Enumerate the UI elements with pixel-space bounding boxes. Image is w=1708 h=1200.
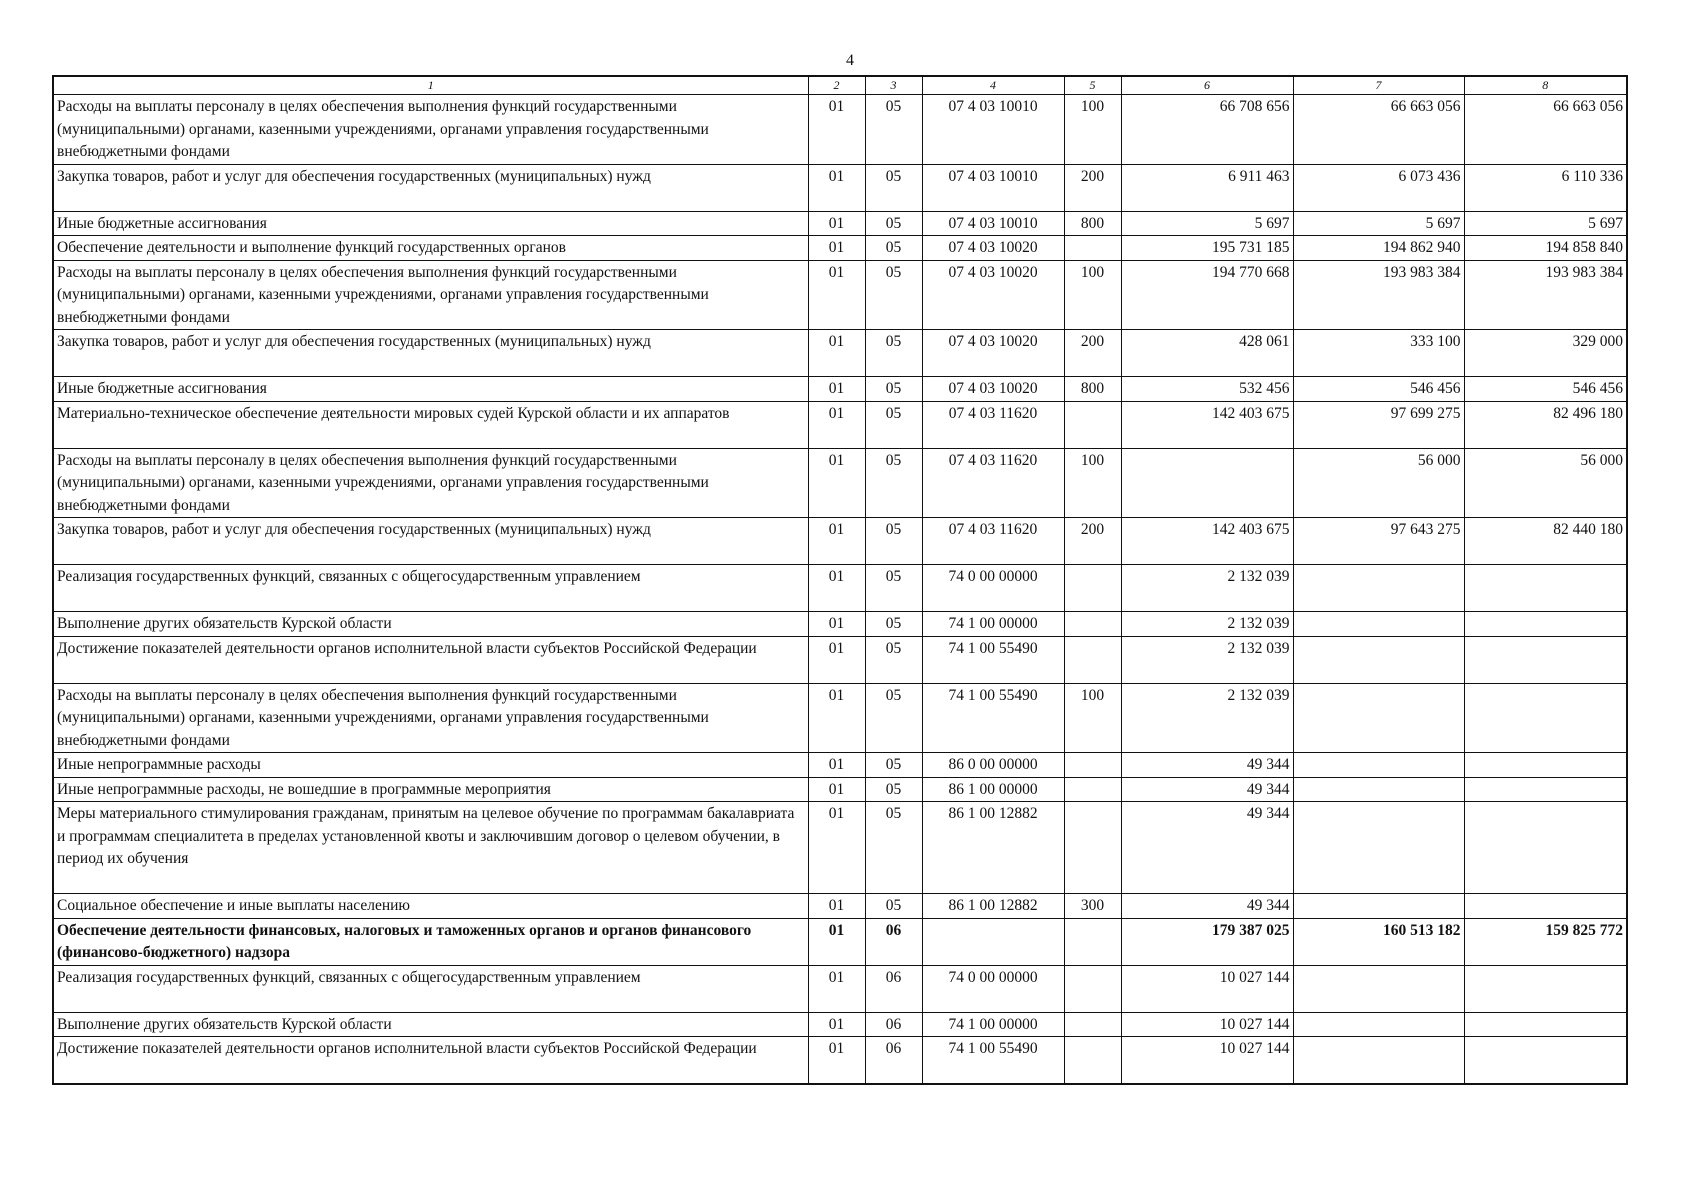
- amount-col6-cell: 2 132 039: [1121, 565, 1293, 612]
- subsection-code-cell: 05: [865, 377, 922, 402]
- section-code-cell: 01: [808, 753, 865, 778]
- section-code-cell: 01: [808, 777, 865, 802]
- amount-col7-cell: [1293, 1012, 1464, 1037]
- expense-type-cell: 800: [1064, 377, 1121, 402]
- amount-col8-cell: [1464, 683, 1627, 753]
- item-name-cell: Закупка товаров, работ и услуг для обеспечения государственных (муниципальных) нужд: [53, 518, 808, 565]
- section-code-cell: 01: [808, 894, 865, 919]
- table-body: [53, 95, 1627, 1085]
- item-name-cell: Расходы на выплаты персоналу в целях обеспечения выполнения функций государственными (муниципальными) органами, казенными учреждениями, органами управления государственными внебюджетными фондами: [53, 448, 808, 518]
- table-row: [53, 518, 1627, 565]
- subsection-code-cell: 06: [865, 965, 922, 1012]
- section-code-cell: 01: [808, 802, 865, 894]
- amount-col8-cell: 193 983 384: [1464, 260, 1627, 330]
- amount-col7-cell: 193 983 384: [1293, 260, 1464, 330]
- amount-col8-cell: [1464, 894, 1627, 919]
- subsection-code-cell: 05: [865, 802, 922, 894]
- amount-col6-cell: 428 061: [1121, 330, 1293, 377]
- expense-type-cell: 100: [1064, 448, 1121, 518]
- column-number: 7: [1293, 76, 1464, 95]
- amount-col7-cell: 546 456: [1293, 377, 1464, 402]
- expense-type-cell: [1064, 636, 1121, 683]
- item-name-cell: Иные бюджетные ассигнования: [53, 377, 808, 402]
- section-code-cell: 01: [808, 401, 865, 448]
- subsection-code-cell: 05: [865, 565, 922, 612]
- item-name-cell: Закупка товаров, работ и услуг для обеспечения государственных (муниципальных) нужд: [53, 164, 808, 211]
- target-article-cell: 07 4 03 10010: [922, 211, 1064, 236]
- table-row: [53, 236, 1627, 261]
- table-row: [53, 565, 1627, 612]
- subsection-code-cell: 05: [865, 164, 922, 211]
- expense-type-cell: [1064, 1037, 1121, 1085]
- item-name-cell: Достижение показателей деятельности органов исполнительной власти субъектов Российской Федерации: [53, 636, 808, 683]
- amount-col8-cell: [1464, 1037, 1627, 1085]
- amount-col7-cell: [1293, 683, 1464, 753]
- table-row: [53, 965, 1627, 1012]
- item-name-cell: Достижение показателей деятельности органов исполнительной власти субъектов Российской Федерации: [53, 1037, 808, 1085]
- amount-col6-cell: 179 387 025: [1121, 918, 1293, 965]
- item-name-cell: Выполнение других обязательств Курской области: [53, 1012, 808, 1037]
- target-article-cell: 74 0 00 00000: [922, 965, 1064, 1012]
- target-article-cell: 74 1 00 00000: [922, 1012, 1064, 1037]
- expense-type-cell: [1064, 965, 1121, 1012]
- amount-col8-cell: [1464, 777, 1627, 802]
- amount-col8-cell: [1464, 1012, 1627, 1037]
- target-article-cell: 74 0 00 00000: [922, 565, 1064, 612]
- section-code-cell: 01: [808, 236, 865, 261]
- amount-col7-cell: 6 073 436: [1293, 164, 1464, 211]
- amount-col7-cell: 97 699 275: [1293, 401, 1464, 448]
- table-row: [53, 95, 1627, 165]
- expense-type-cell: 100: [1064, 260, 1121, 330]
- table-row: [53, 377, 1627, 402]
- section-code-cell: 01: [808, 965, 865, 1012]
- expense-type-cell: [1064, 802, 1121, 894]
- item-name-cell: Закупка товаров, работ и услуг для обеспечения государственных (муниципальных) нужд: [53, 330, 808, 377]
- target-article-cell: 74 1 00 55490: [922, 636, 1064, 683]
- item-name-cell: Социальное обеспечение и иные выплаты населению: [53, 894, 808, 919]
- table-row: [53, 211, 1627, 236]
- subsection-code-cell: 06: [865, 1037, 922, 1085]
- amount-col8-cell: [1464, 565, 1627, 612]
- expense-type-cell: [1064, 777, 1121, 802]
- table-row: [53, 330, 1627, 377]
- budget-table: [52, 75, 1628, 1085]
- table-row: [53, 753, 1627, 778]
- column-number: 8: [1464, 76, 1627, 95]
- section-code-cell: 01: [808, 518, 865, 565]
- target-article-cell: 07 4 03 10020: [922, 260, 1064, 330]
- section-code-cell: 01: [808, 260, 865, 330]
- amount-col7-cell: [1293, 965, 1464, 1012]
- table-row: [53, 802, 1627, 894]
- amount-col7-cell: 5 697: [1293, 211, 1464, 236]
- target-article-cell: 86 1 00 00000: [922, 777, 1064, 802]
- subsection-code-cell: 06: [865, 918, 922, 965]
- target-article-cell: 07 4 03 10010: [922, 95, 1064, 165]
- item-name-cell: Расходы на выплаты персоналу в целях обеспечения выполнения функций государственными (муниципальными) органами, казенными учреждениями, органами управления государственными внебюджетными фондами: [53, 683, 808, 753]
- subsection-code-cell: 05: [865, 236, 922, 261]
- column-number-row: [53, 76, 1627, 95]
- column-number: 6: [1121, 76, 1293, 95]
- expense-type-cell: 200: [1064, 518, 1121, 565]
- section-code-cell: 01: [808, 1037, 865, 1085]
- amount-col8-cell: 82 496 180: [1464, 401, 1627, 448]
- target-article-cell: 07 4 03 10020: [922, 330, 1064, 377]
- target-article-cell: 07 4 03 11620: [922, 518, 1064, 565]
- subsection-code-cell: 05: [865, 211, 922, 236]
- table-row: [53, 260, 1627, 330]
- section-code-cell: 01: [808, 683, 865, 753]
- amount-col6-cell: 142 403 675: [1121, 401, 1293, 448]
- expense-type-cell: 200: [1064, 330, 1121, 377]
- amount-col6-cell: 10 027 144: [1121, 965, 1293, 1012]
- amount-col6-cell: 142 403 675: [1121, 518, 1293, 565]
- target-article-cell: 74 1 00 55490: [922, 683, 1064, 753]
- subsection-code-cell: 05: [865, 777, 922, 802]
- target-article-cell: 74 1 00 00000: [922, 612, 1064, 637]
- amount-col7-cell: [1293, 777, 1464, 802]
- amount-col7-cell: 56 000: [1293, 448, 1464, 518]
- table-row: [53, 636, 1627, 683]
- section-code-cell: 01: [808, 636, 865, 683]
- amount-col7-cell: [1293, 894, 1464, 919]
- expense-type-cell: [1064, 1012, 1121, 1037]
- section-code-cell: 01: [808, 330, 865, 377]
- section-code-cell: 01: [808, 164, 865, 211]
- amount-col7-cell: 97 643 275: [1293, 518, 1464, 565]
- section-code-cell: 01: [808, 565, 865, 612]
- subsection-code-cell: 05: [865, 401, 922, 448]
- subsection-code-cell: 05: [865, 894, 922, 919]
- expense-type-cell: [1064, 612, 1121, 637]
- amount-col7-cell: [1293, 753, 1464, 778]
- expense-type-cell: [1064, 401, 1121, 448]
- expense-type-cell: 100: [1064, 683, 1121, 753]
- amount-col7-cell: [1293, 565, 1464, 612]
- item-name-cell: Материально-техническое обеспечение деятельности мировых судей Курской области и их аппаратов: [53, 401, 808, 448]
- item-name-cell: Иные непрограммные расходы: [53, 753, 808, 778]
- amount-col6-cell: 195 731 185: [1121, 236, 1293, 261]
- table-row: [53, 448, 1627, 518]
- amount-col6-cell: 2 132 039: [1121, 636, 1293, 683]
- amount-col7-cell: 160 513 182: [1293, 918, 1464, 965]
- target-article-cell: 86 1 00 12882: [922, 894, 1064, 919]
- table-row: [53, 683, 1627, 753]
- column-number: 1: [53, 76, 808, 95]
- section-code-cell: 01: [808, 377, 865, 402]
- amount-col8-cell: 159 825 772: [1464, 918, 1627, 965]
- amount-col8-cell: 5 697: [1464, 211, 1627, 236]
- table-row: [53, 918, 1627, 965]
- amount-col6-cell: 49 344: [1121, 777, 1293, 802]
- subsection-code-cell: 05: [865, 683, 922, 753]
- expense-type-cell: 100: [1064, 95, 1121, 165]
- expense-type-cell: [1064, 753, 1121, 778]
- amount-col8-cell: 82 440 180: [1464, 518, 1627, 565]
- amount-col7-cell: 66 663 056: [1293, 95, 1464, 165]
- subsection-code-cell: 05: [865, 448, 922, 518]
- amount-col8-cell: 66 663 056: [1464, 95, 1627, 165]
- item-name-cell: Иные бюджетные ассигнования: [53, 211, 808, 236]
- amount-col6-cell: 2 132 039: [1121, 612, 1293, 637]
- expense-type-cell: [1064, 565, 1121, 612]
- section-code-cell: 01: [808, 1012, 865, 1037]
- expense-type-cell: 300: [1064, 894, 1121, 919]
- amount-col8-cell: [1464, 636, 1627, 683]
- amount-col6-cell: 10 027 144: [1121, 1037, 1293, 1085]
- amount-col7-cell: [1293, 802, 1464, 894]
- item-name-cell: Расходы на выплаты персоналу в целях обеспечения выполнения функций государственными (муниципальными) органами, казенными учреждениями, органами управления государственными внебюджетными фондами: [53, 260, 808, 330]
- target-article-cell: [922, 918, 1064, 965]
- expense-type-cell: [1064, 918, 1121, 965]
- target-article-cell: 07 4 03 10020: [922, 377, 1064, 402]
- page-number: 4: [846, 52, 854, 69]
- amount-col8-cell: 6 110 336: [1464, 164, 1627, 211]
- amount-col7-cell: 333 100: [1293, 330, 1464, 377]
- subsection-code-cell: 05: [865, 330, 922, 377]
- item-name-cell: Реализация государственных функций, связанных с общегосударственным управлением: [53, 965, 808, 1012]
- target-article-cell: 86 0 00 00000: [922, 753, 1064, 778]
- amount-col8-cell: [1464, 965, 1627, 1012]
- subsection-code-cell: 05: [865, 753, 922, 778]
- amount-col6-cell: [1121, 448, 1293, 518]
- expense-type-cell: 800: [1064, 211, 1121, 236]
- item-name-cell: Иные непрограммные расходы, не вошедшие в программные мероприятия: [53, 777, 808, 802]
- target-article-cell: 07 4 03 11620: [922, 448, 1064, 518]
- amount-col6-cell: 2 132 039: [1121, 683, 1293, 753]
- table-row: [53, 777, 1627, 802]
- amount-col8-cell: [1464, 802, 1627, 894]
- table-row: [53, 401, 1627, 448]
- target-article-cell: 86 1 00 12882: [922, 802, 1064, 894]
- item-name-cell: Обеспечение деятельности финансовых, налоговых и таможенных органов и органов финансового (финансово-бюджетного) надзора: [53, 918, 808, 965]
- item-name-cell: Обеспечение деятельности и выполнение функций государственных органов: [53, 236, 808, 261]
- section-code-cell: 01: [808, 448, 865, 518]
- section-code-cell: 01: [808, 612, 865, 637]
- table-row: [53, 164, 1627, 211]
- amount-col8-cell: 546 456: [1464, 377, 1627, 402]
- amount-col6-cell: 66 708 656: [1121, 95, 1293, 165]
- table-row: [53, 1012, 1627, 1037]
- section-code-cell: 01: [808, 918, 865, 965]
- amount-col6-cell: 532 456: [1121, 377, 1293, 402]
- target-article-cell: 07 4 03 10020: [922, 236, 1064, 261]
- subsection-code-cell: 05: [865, 636, 922, 683]
- expense-type-cell: [1064, 236, 1121, 261]
- amount-col7-cell: [1293, 612, 1464, 637]
- amount-col8-cell: [1464, 753, 1627, 778]
- amount-col8-cell: 194 858 840: [1464, 236, 1627, 261]
- item-name-cell: Расходы на выплаты персоналу в целях обеспечения выполнения функций государственными (муниципальными) органами, казенными учреждениями, органами управления государственными внебюджетными фондами: [53, 95, 808, 165]
- subsection-code-cell: 05: [865, 95, 922, 165]
- amount-col6-cell: 49 344: [1121, 753, 1293, 778]
- subsection-code-cell: 05: [865, 518, 922, 565]
- column-number: 2: [808, 76, 865, 95]
- table-row: [53, 894, 1627, 919]
- amount-col7-cell: [1293, 636, 1464, 683]
- amount-col7-cell: [1293, 1037, 1464, 1085]
- amount-col6-cell: 6 911 463: [1121, 164, 1293, 211]
- expense-type-cell: 200: [1064, 164, 1121, 211]
- item-name-cell: Меры материального стимулирования гражданам, принятым на целевое обучение по программам бакалавриата и программам специалитета в пределах установленной квоты и заключившим договор о целевом обучении, в период их обучения: [53, 802, 808, 894]
- amount-col6-cell: 194 770 668: [1121, 260, 1293, 330]
- amount-col8-cell: 56 000: [1464, 448, 1627, 518]
- target-article-cell: 74 1 00 55490: [922, 1037, 1064, 1085]
- column-number: 3: [865, 76, 922, 95]
- amount-col8-cell: [1464, 612, 1627, 637]
- section-code-cell: 01: [808, 211, 865, 236]
- amount-col8-cell: 329 000: [1464, 330, 1627, 377]
- table-row: [53, 1037, 1627, 1085]
- amount-col6-cell: 49 344: [1121, 894, 1293, 919]
- table-row: [53, 612, 1627, 637]
- column-number: 4: [922, 76, 1064, 95]
- target-article-cell: 07 4 03 10010: [922, 164, 1064, 211]
- section-code-cell: 01: [808, 95, 865, 165]
- amount-col7-cell: 194 862 940: [1293, 236, 1464, 261]
- target-article-cell: 07 4 03 11620: [922, 401, 1064, 448]
- column-number: 5: [1064, 76, 1121, 95]
- subsection-code-cell: 05: [865, 612, 922, 637]
- item-name-cell: Выполнение других обязательств Курской области: [53, 612, 808, 637]
- item-name-cell: Реализация государственных функций, связанных с общегосударственным управлением: [53, 565, 808, 612]
- amount-col6-cell: 49 344: [1121, 802, 1293, 894]
- amount-col6-cell: 10 027 144: [1121, 1012, 1293, 1037]
- amount-col6-cell: 5 697: [1121, 211, 1293, 236]
- subsection-code-cell: 05: [865, 260, 922, 330]
- subsection-code-cell: 06: [865, 1012, 922, 1037]
